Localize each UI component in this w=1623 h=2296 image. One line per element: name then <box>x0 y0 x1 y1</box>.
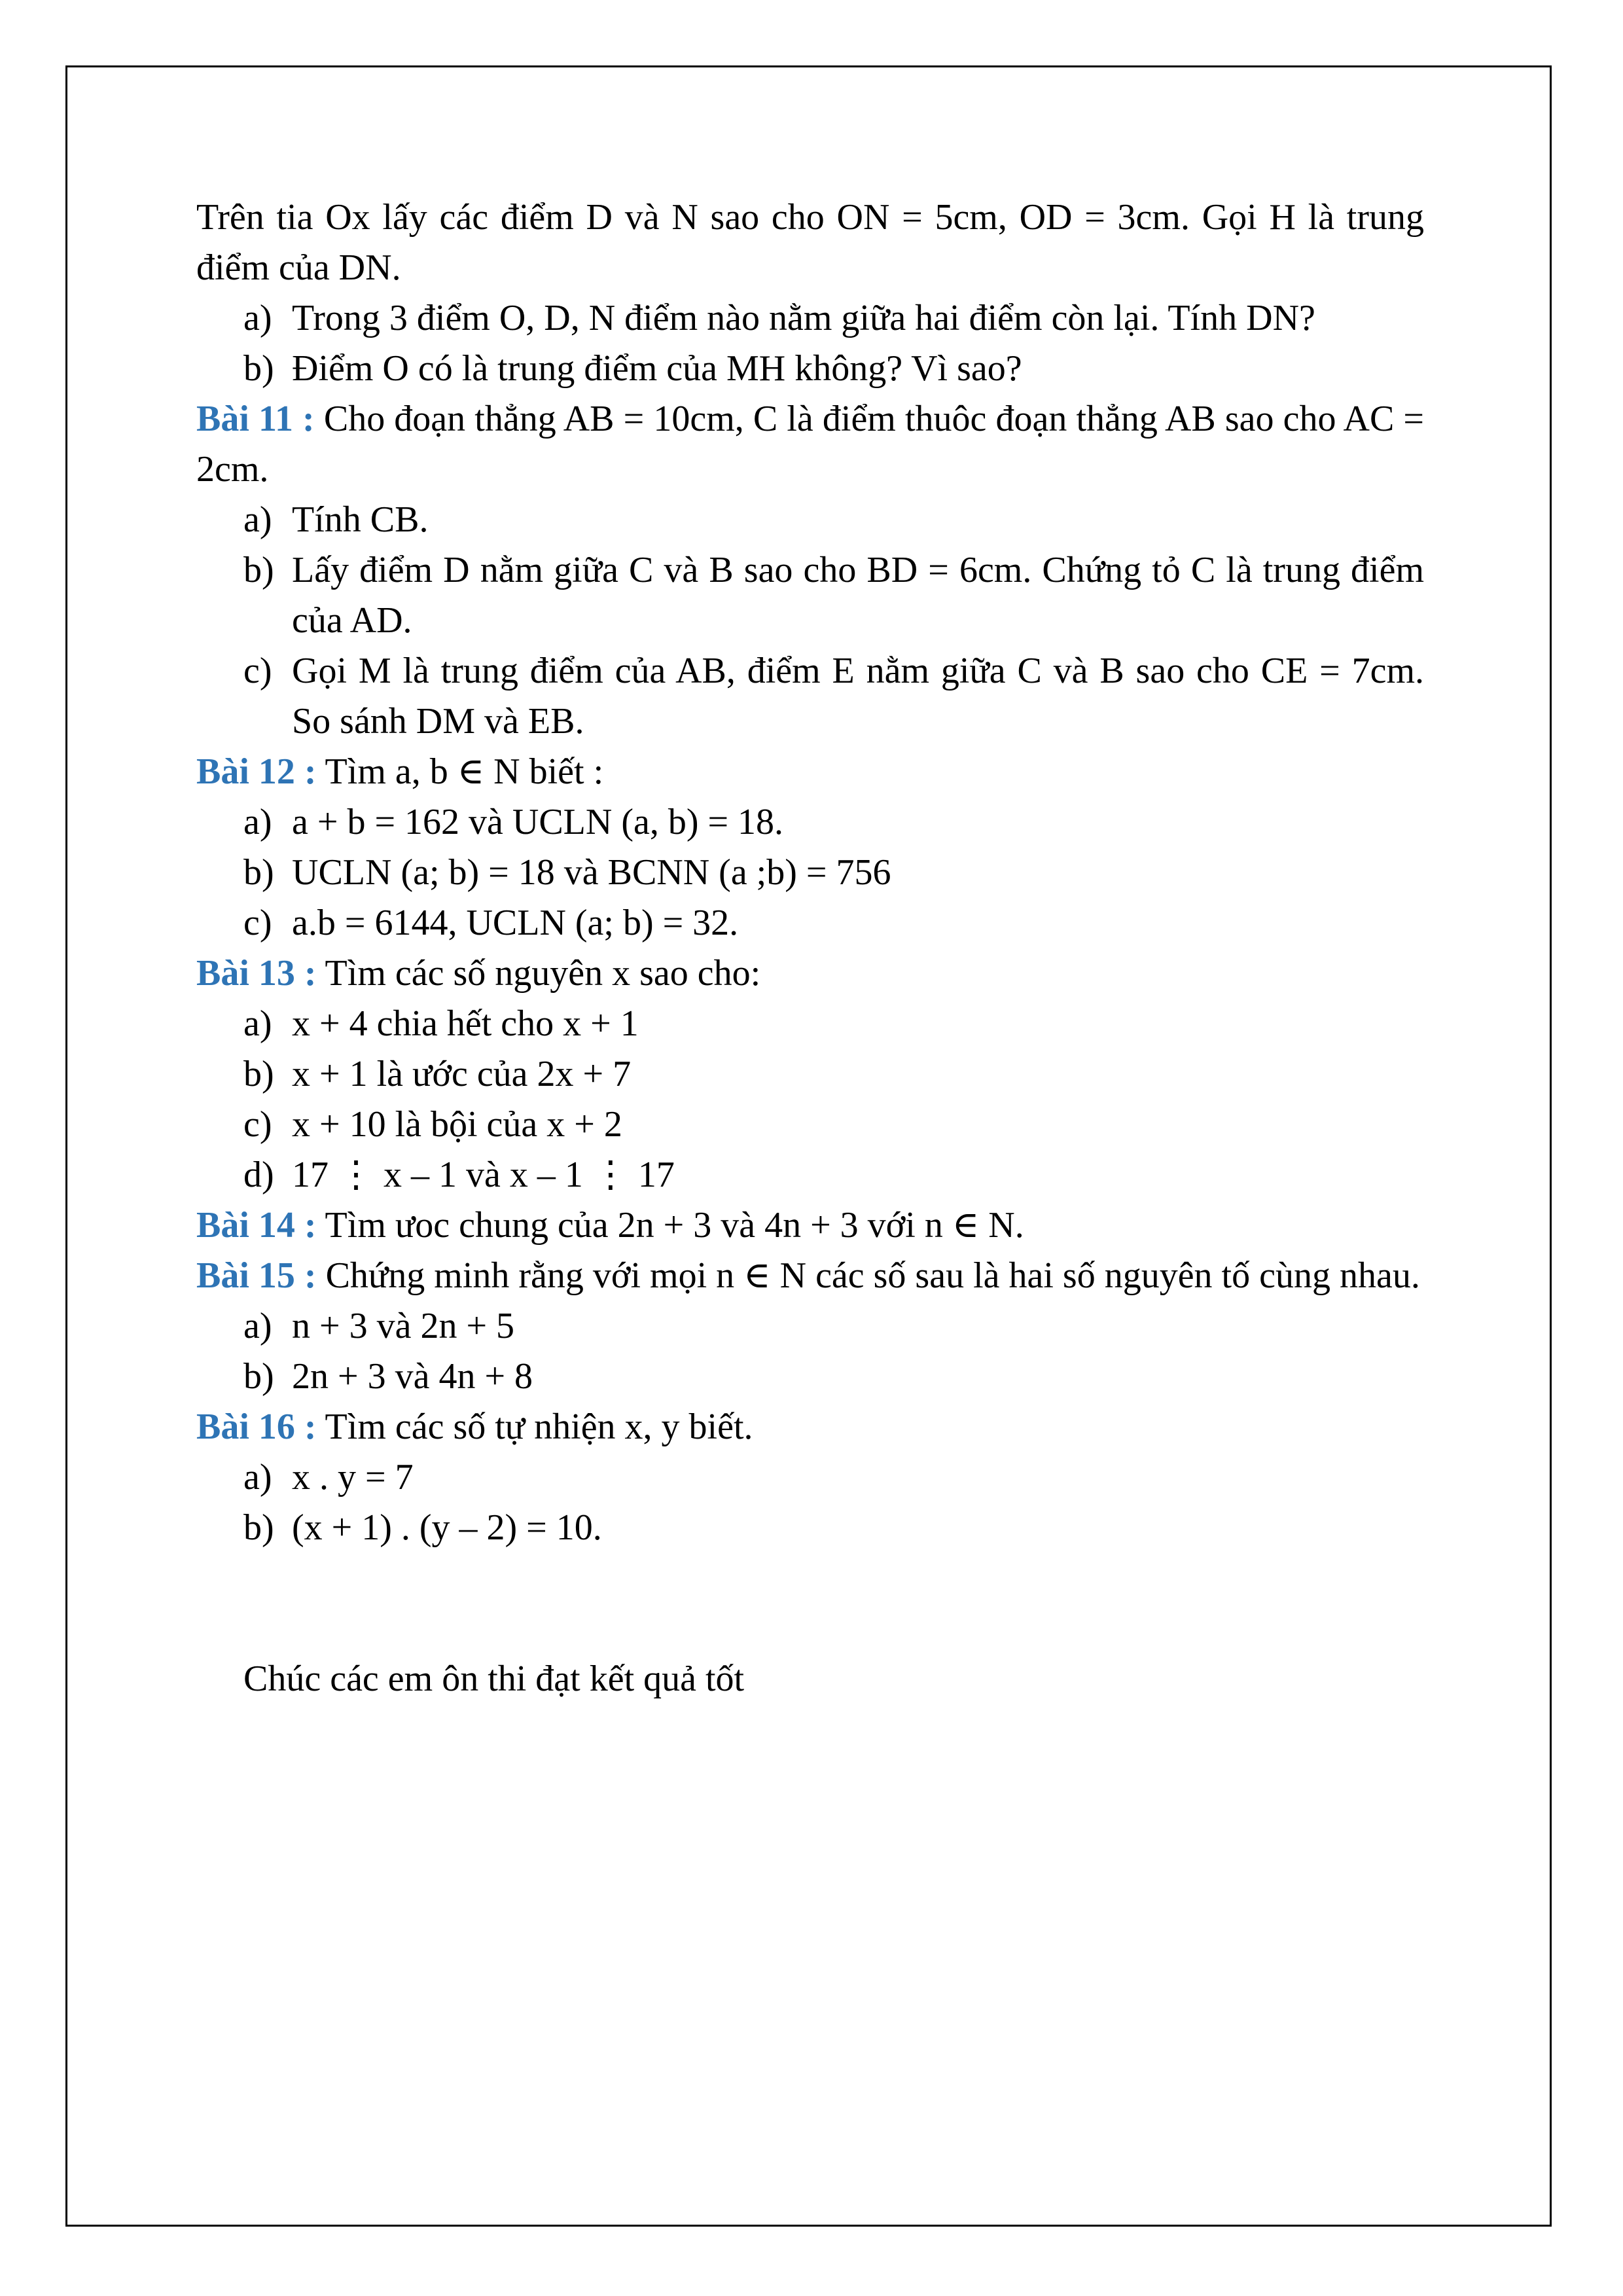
problem-13-item-a <box>196 999 1424 1049</box>
problem-16 <box>196 1402 1424 1452</box>
list-item-text: Gọi M là trung điểm của AB, điểm E nằm giữa C và B sao cho CE = 7cm. So sánh DM và EB. <box>292 651 1424 742</box>
list-item-text: 2n + 3 và 4n + 8 <box>292 1356 533 1397</box>
problem-11-item-b <box>196 545 1424 646</box>
problem-statement: Tìm ưoc chung của 2n + 3 và 4n + 3 với n ∈ N. <box>316 1205 1024 1246</box>
problem-label: Bài 12 : <box>196 751 317 792</box>
problem-label: Bài 13 : <box>196 953 317 994</box>
list-marker: a) <box>243 1003 272 1044</box>
list-marker: c) <box>243 1104 272 1145</box>
problem-statement: Cho đoạn thẳng AB = 10cm, C là điểm thuôc đoạn thẳng AB sao cho AC = 2cm. <box>196 399 1425 490</box>
list-item-text: x . y = 7 <box>292 1457 414 1498</box>
list-marker: d) <box>243 1155 274 1195</box>
problem-11-item-c <box>196 646 1424 747</box>
list-item-text: x + 4 chia hết cho x + 1 <box>292 1003 639 1044</box>
list-item-text: a.b = 6144, UCLN (a; b) = 32. <box>292 903 739 943</box>
closing-message: Chúc các em ôn thi đạt kết quả tốt <box>243 1659 745 1699</box>
problem-11-item-a <box>196 495 1424 545</box>
problem-statement: Tìm các số nguyên x sao cho: <box>316 953 761 994</box>
list-item-text: x + 10 là bội của x + 2 <box>292 1104 622 1145</box>
problem-16-item-b <box>196 1503 1424 1553</box>
list-marker: c) <box>243 651 272 691</box>
list-item-text: 17 ⋮ x – 1 và x – 1 ⋮ 17 <box>292 1155 675 1195</box>
intro-item-a <box>196 293 1424 344</box>
list-item-text: a + b = 162 và UCLN (a, b) = 18. <box>292 802 784 842</box>
problem-15 <box>196 1251 1424 1301</box>
list-marker: b) <box>243 1356 274 1397</box>
problem-12-item-c <box>196 898 1424 948</box>
list-item-text: Lấy điểm D nằm giữa C và B sao cho BD = 6cm. Chứng tỏ C là trung điểm của AD. <box>292 550 1424 641</box>
list-marker: b) <box>243 1507 274 1548</box>
problem-16-item-a <box>196 1452 1424 1503</box>
document-body <box>196 192 1424 1704</box>
problem-label: Bài 16 : <box>196 1407 317 1447</box>
list-item-text: Tính CB. <box>292 499 429 540</box>
problem-label: Bài 11 : <box>196 399 315 439</box>
problem-12-item-b <box>196 848 1424 898</box>
problem-statement: Tìm các số tự nhiện x, y biết. <box>316 1407 753 1447</box>
list-marker: b) <box>243 1054 274 1094</box>
list-marker: c) <box>243 903 272 943</box>
problem-13-item-c <box>196 1100 1424 1150</box>
spacer <box>196 1553 1424 1654</box>
problem-12 <box>196 747 1424 797</box>
list-marker: a) <box>243 1306 272 1346</box>
problem-13 <box>196 948 1424 999</box>
list-marker: a) <box>243 499 272 540</box>
problem-15-item-b <box>196 1352 1424 1402</box>
problem-13-item-b <box>196 1049 1424 1100</box>
problem-14 <box>196 1200 1424 1251</box>
problem-11 <box>196 394 1424 495</box>
list-item-text: Điểm O có là trung điểm của MH không? Vì sao? <box>292 348 1022 389</box>
problem-label: Bài 14 : <box>196 1205 317 1246</box>
list-item-text: UCLN (a; b) = 18 và BCNN (a ;b) = 756 <box>292 852 891 893</box>
problem-statement: Chứng minh rằng với mọi n ∈ N các số sau là hai số nguyên tố cùng nhau. <box>316 1255 1420 1296</box>
list-item-text: (x + 1) . (y – 2) = 10. <box>292 1507 602 1548</box>
list-marker: a) <box>243 1457 272 1498</box>
list-marker: b) <box>243 852 274 893</box>
list-item-text: x + 1 là ước của 2x + 7 <box>292 1054 632 1094</box>
list-marker: a) <box>243 802 272 842</box>
list-marker: b) <box>243 550 274 590</box>
intro-item-b <box>196 344 1424 394</box>
problem-label: Bài 15 : <box>196 1255 317 1296</box>
list-marker: a) <box>243 298 272 338</box>
problem-13-item-d <box>196 1150 1424 1200</box>
list-item-text: Trong 3 điểm O, D, N điểm nào nằm giữa hai điểm còn lại. Tính DN? <box>292 298 1315 338</box>
problem-12-item-a <box>196 797 1424 848</box>
list-item-text: n + 3 và 2n + 5 <box>292 1306 515 1346</box>
problem-statement: Tìm a, b ∈ N biết : <box>316 751 604 792</box>
problem-15-item-a <box>196 1301 1424 1352</box>
intro-paragraph: Trên tia Ox lấy các điểm D và N sao cho ON = 5cm, OD = 3cm. Gọi H là trung điểm của DN. <box>196 197 1424 288</box>
list-marker: b) <box>243 348 274 389</box>
